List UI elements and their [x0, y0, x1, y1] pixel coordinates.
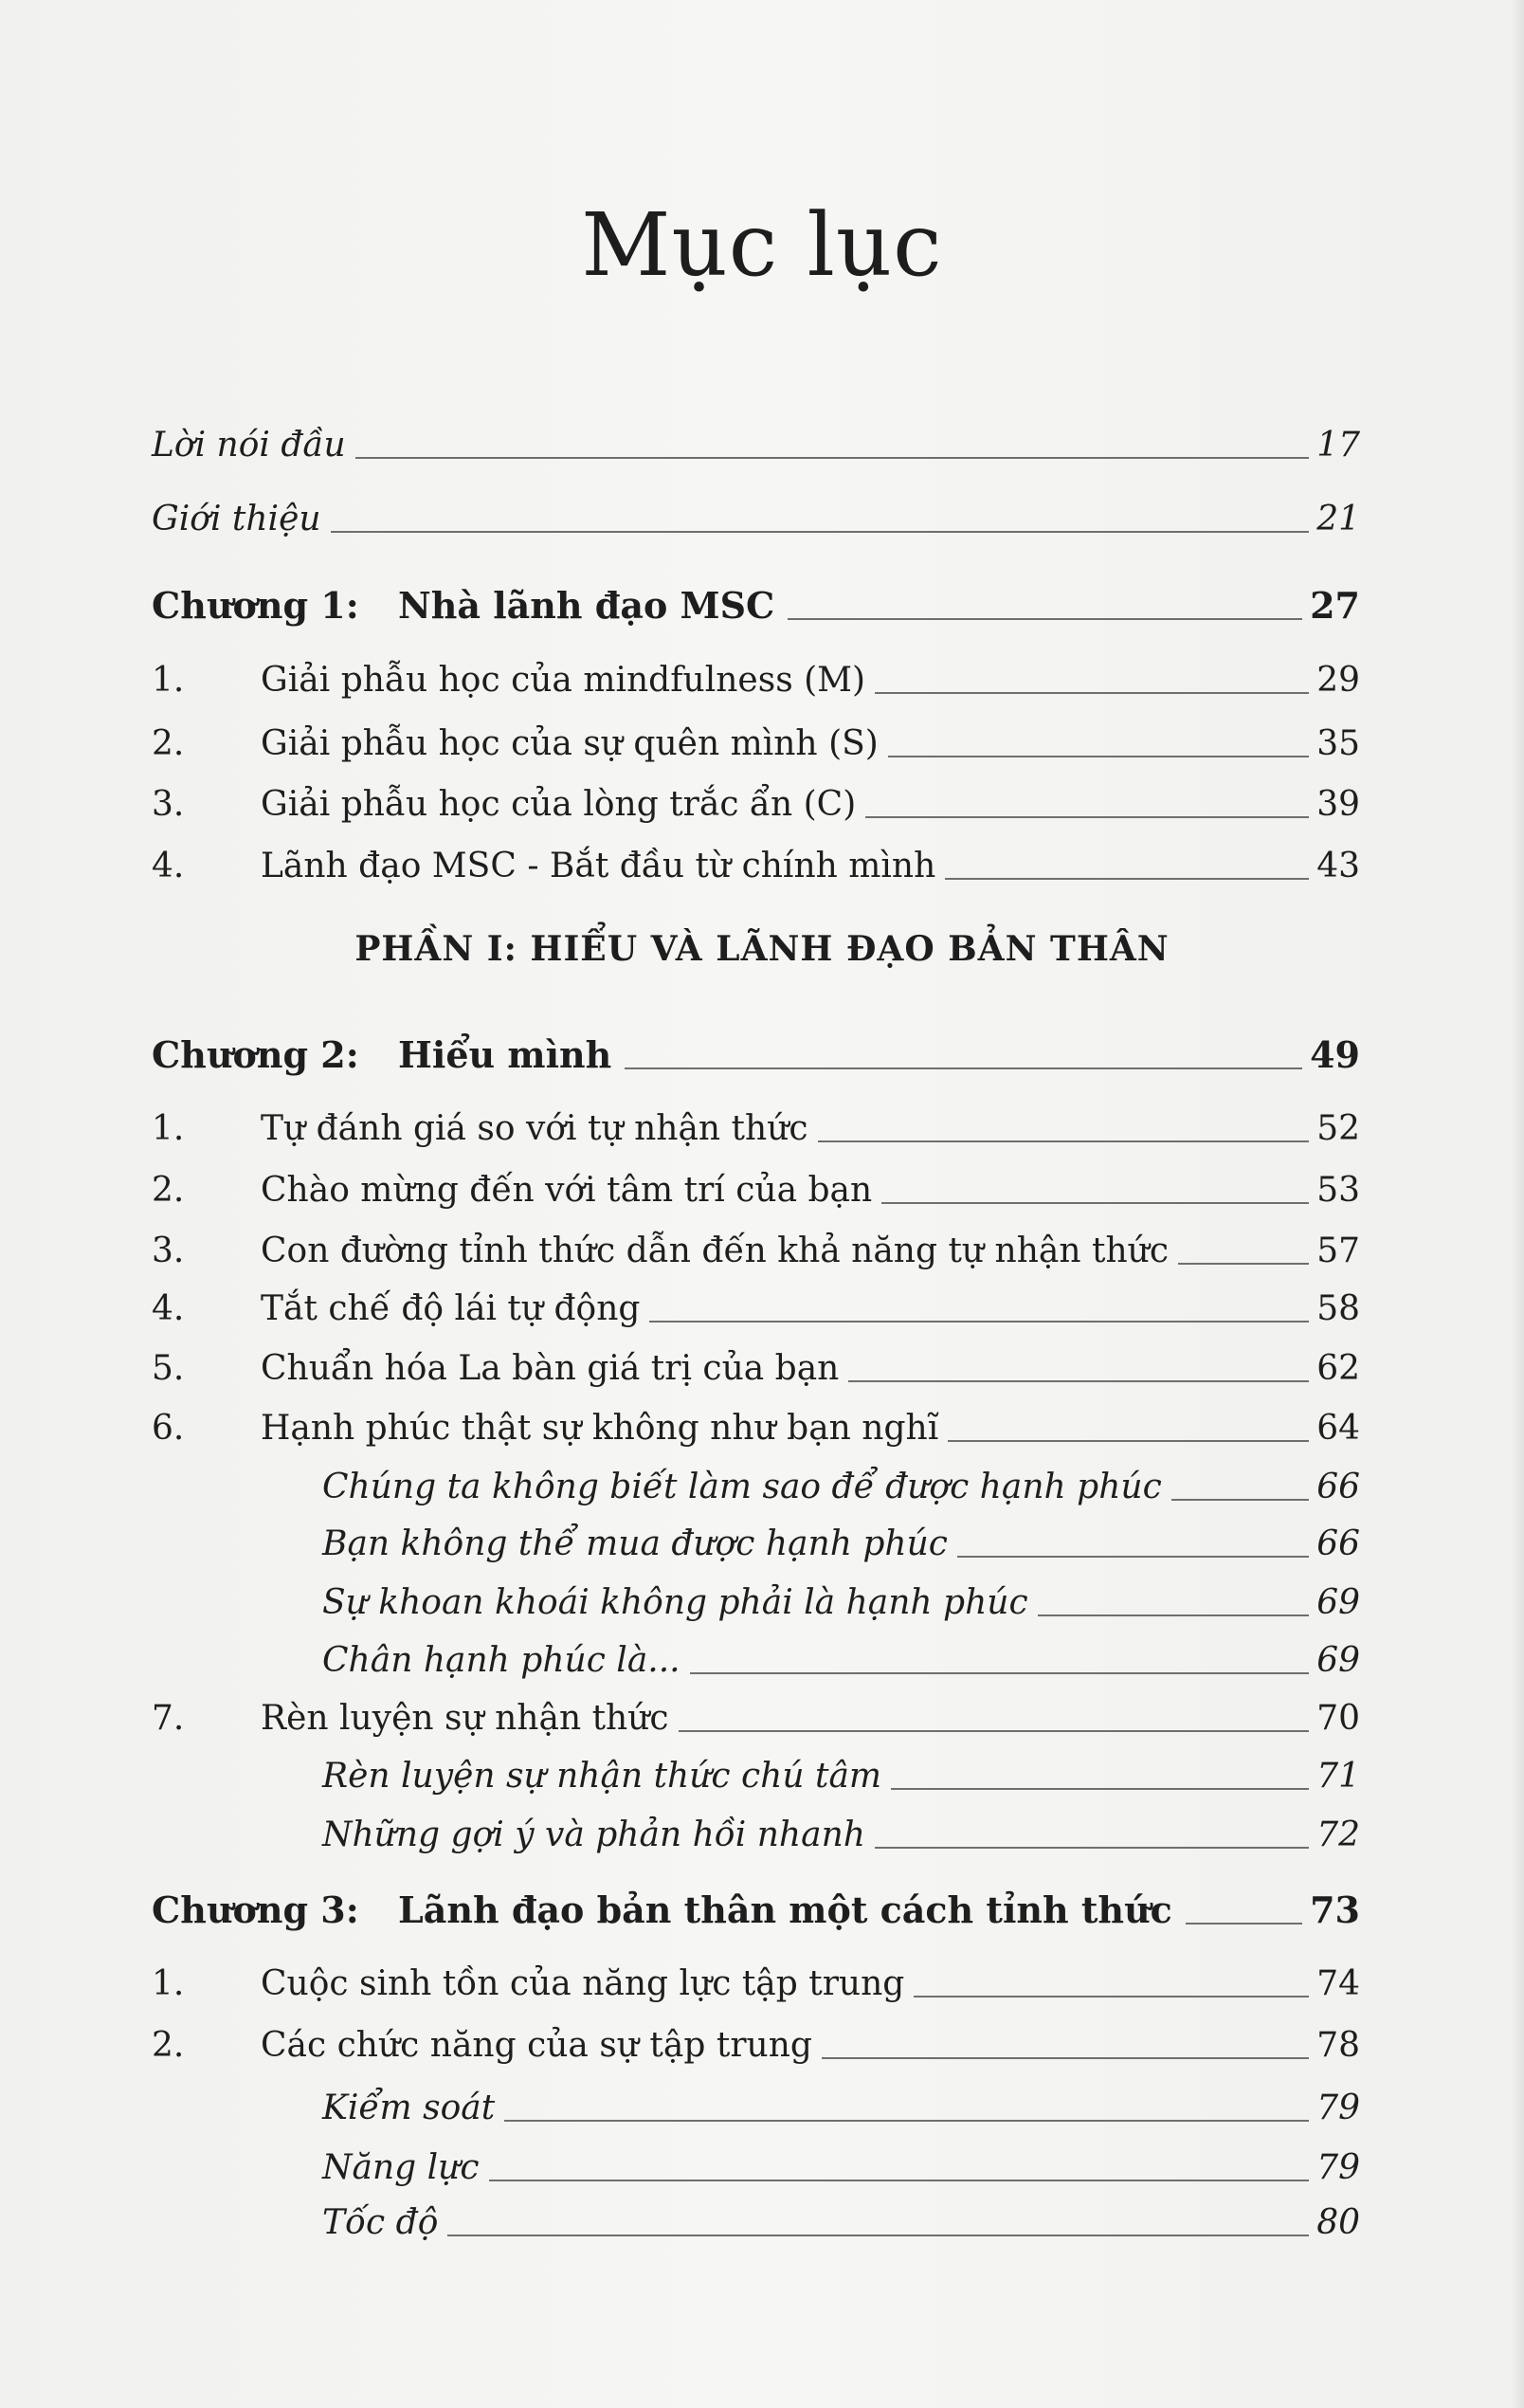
toc-entry-row[interactable]: [322, 1741, 1360, 1794]
page-number: 71: [1316, 1757, 1360, 1796]
entry-number: 1.: [152, 661, 185, 700]
page-number: 53: [1316, 1171, 1360, 1210]
page-number: 66: [1316, 1524, 1360, 1563]
toc-entry-row[interactable]: [152, 2010, 1360, 2063]
dot-leader: [504, 2120, 1309, 2122]
chapter-title: Lãnh đạo bản thân một cách tỉnh thức: [398, 1888, 1172, 1931]
chapter-label: Chương 1:: [152, 584, 359, 627]
page-number: 72: [1316, 1815, 1360, 1854]
page-number: 80: [1316, 2203, 1360, 2242]
toc-entry-row[interactable]: [152, 1333, 1360, 1386]
dot-leader: [788, 618, 1302, 620]
dot-leader: [649, 1321, 1309, 1323]
dot-leader: [865, 816, 1309, 818]
page-number: 52: [1316, 1109, 1360, 1148]
chapter-title: Hiểu mình: [398, 1033, 612, 1076]
entry-label: Chào mừng đến với tâm trí của bạn: [261, 1171, 873, 1210]
toc-entry-row[interactable]: [322, 1625, 1360, 1678]
toc-entry-row[interactable]: [152, 1155, 1360, 1208]
page-number: 62: [1316, 1349, 1360, 1388]
toc-entry-row[interactable]: [152, 1215, 1360, 1268]
page-number: 73: [1310, 1888, 1360, 1931]
entry-number: 2.: [152, 2026, 185, 2065]
entry-number: 2.: [152, 724, 185, 763]
page-number: 74: [1316, 1964, 1360, 2003]
toc-entry-row[interactable]: [152, 410, 1360, 463]
entry-label: Tự đánh giá so với tự nhận thức: [261, 1109, 808, 1148]
entry-label: Tốc độ: [322, 2203, 439, 2242]
entry-label: Giải phẫu học của mindfulness (M): [261, 661, 866, 700]
entry-label: Lãnh đạo MSC - Bắt đầu từ chính mình: [261, 847, 936, 885]
toc-entry-row[interactable]: [152, 830, 1360, 884]
entry-number: 6.: [152, 1409, 185, 1448]
toc-entry-row[interactable]: [322, 2072, 1360, 2125]
entry-number: 4.: [152, 847, 185, 885]
entry-label: Chúng ta không biết làm sao để được hạnh phúc: [322, 1468, 1162, 1506]
toc-entry-row[interactable]: [152, 483, 1360, 537]
page-number: 78: [1316, 2026, 1360, 2065]
toc-entry-row[interactable]: [322, 1451, 1360, 1505]
entry-label: Chân hạnh phúc là...: [322, 1641, 680, 1680]
toc-entry-row[interactable]: [152, 708, 1360, 761]
dot-leader: [822, 2057, 1309, 2059]
dot-leader: [1038, 1614, 1310, 1616]
dot-leader: [888, 756, 1309, 757]
dot-leader: [948, 1440, 1309, 1442]
entry-number: 5.: [152, 1349, 185, 1388]
page-number: 57: [1316, 1231, 1360, 1270]
page-number: 39: [1316, 785, 1360, 824]
entry-number: 1.: [152, 1964, 185, 2003]
dot-leader: [875, 692, 1309, 694]
page-number: 58: [1316, 1289, 1360, 1328]
dot-leader: [1171, 1499, 1309, 1501]
page-number: 79: [1316, 2148, 1360, 2187]
dot-leader: [690, 1672, 1310, 1674]
dot-leader: [1186, 1923, 1302, 1925]
toc-chapter-row[interactable]: [152, 571, 1360, 627]
toc-entry-row[interactable]: [152, 1948, 1360, 2001]
toc-chapter-row[interactable]: [152, 1875, 1360, 1931]
dot-leader: [625, 1067, 1302, 1069]
entry-label: Rèn luyện sự nhận thức: [261, 1699, 669, 1738]
entry-label: Giải phẫu học của lòng trắc ẩn (C): [261, 785, 857, 824]
toc-chapter-row[interactable]: [152, 1020, 1360, 1076]
page-title: Mục lục: [581, 194, 943, 296]
page-number: 70: [1316, 1699, 1360, 1738]
toc-entry-row[interactable]: [322, 1508, 1360, 1561]
entry-number: 2.: [152, 1171, 185, 1210]
entry-label: Sự khoan khoái không phải là hạnh phúc: [322, 1583, 1028, 1622]
dot-leader: [679, 1730, 1310, 1732]
page-number: 69: [1316, 1583, 1360, 1622]
entry-label: Tắt chế độ lái tự động: [261, 1289, 641, 1328]
page-number: 21: [1316, 500, 1360, 538]
toc-entry-row[interactable]: [152, 645, 1360, 698]
dot-leader: [881, 1202, 1309, 1204]
dot-leader: [957, 1556, 1309, 1558]
toc-entry-row[interactable]: [152, 1393, 1360, 1446]
entry-label: Cuộc sinh tồn của năng lực tập trung: [261, 1964, 905, 2003]
entry-label: Chuẩn hóa La bàn giá trị của bạn: [261, 1349, 840, 1388]
entry-number: 4.: [152, 1289, 185, 1328]
toc-entry-row[interactable]: [322, 1567, 1360, 1620]
page-number: 69: [1316, 1641, 1360, 1680]
page-number: 29: [1316, 661, 1360, 700]
page-number: 66: [1316, 1468, 1360, 1506]
dot-leader: [331, 531, 1310, 533]
entry-label: Rèn luyện sự nhận thức chú tâm: [322, 1757, 882, 1796]
entry-label: Những gợi ý và phản hồi nhanh: [322, 1815, 865, 1854]
entry-label: Lời nói đầu: [152, 426, 346, 465]
chapter-label: Chương 2:: [152, 1033, 359, 1076]
toc-entry-row[interactable]: [152, 1273, 1360, 1326]
toc-entry-row[interactable]: [322, 2132, 1360, 2185]
toc-entry-row[interactable]: [152, 769, 1360, 822]
dot-leader: [818, 1140, 1310, 1142]
entry-number: 7.: [152, 1699, 185, 1738]
dot-leader: [914, 1996, 1309, 1998]
dot-leader: [1178, 1263, 1309, 1265]
toc-entry-row[interactable]: [322, 1799, 1360, 1852]
page-number: 64: [1316, 1409, 1360, 1448]
entry-number: 1.: [152, 1109, 185, 1148]
dot-leader: [891, 1788, 1309, 1790]
entry-number: 3.: [152, 1231, 185, 1270]
dot-leader: [447, 2235, 1309, 2236]
entry-label: Năng lực: [322, 2148, 480, 2187]
entry-label: Bạn không thể mua được hạnh phúc: [322, 1524, 948, 1563]
entry-label: Kiểm soát: [322, 2089, 496, 2127]
part-heading: PHẦN I: HIỂU VÀ LÃNH ĐẠO BẢN THÂN: [354, 929, 1170, 969]
dot-leader: [355, 457, 1310, 459]
page-number: 17: [1316, 426, 1360, 465]
page-number: 79: [1316, 2089, 1360, 2127]
dot-leader: [875, 1847, 1309, 1849]
entry-label: Các chức năng của sự tập trung: [261, 2026, 812, 2065]
dot-leader: [848, 1380, 1309, 1382]
page-number: 49: [1310, 1033, 1360, 1076]
page-number: 27: [1310, 584, 1360, 627]
dot-leader: [945, 878, 1309, 880]
page-number: 43: [1316, 847, 1360, 885]
entry-label: Con đường tỉnh thức dẫn đến khả năng tự nhận thức: [261, 1231, 1170, 1270]
toc-entry-row[interactable]: [152, 1093, 1360, 1146]
dot-leader: [489, 2180, 1310, 2181]
chapter-title: Nhà lãnh đạo MSC: [398, 584, 775, 627]
page-number: 35: [1316, 724, 1360, 763]
chapter-label: Chương 3:: [152, 1888, 359, 1931]
toc-entry-row[interactable]: [322, 2187, 1360, 2240]
entry-label: Hạnh phúc thật sự không như bạn nghĩ: [261, 1409, 939, 1448]
entry-label: Giải phẫu học của sự quên mình (S): [261, 724, 879, 763]
entry-number: 3.: [152, 785, 185, 824]
entry-label: Giới thiệu: [152, 500, 321, 538]
toc-entry-row[interactable]: [152, 1683, 1360, 1736]
